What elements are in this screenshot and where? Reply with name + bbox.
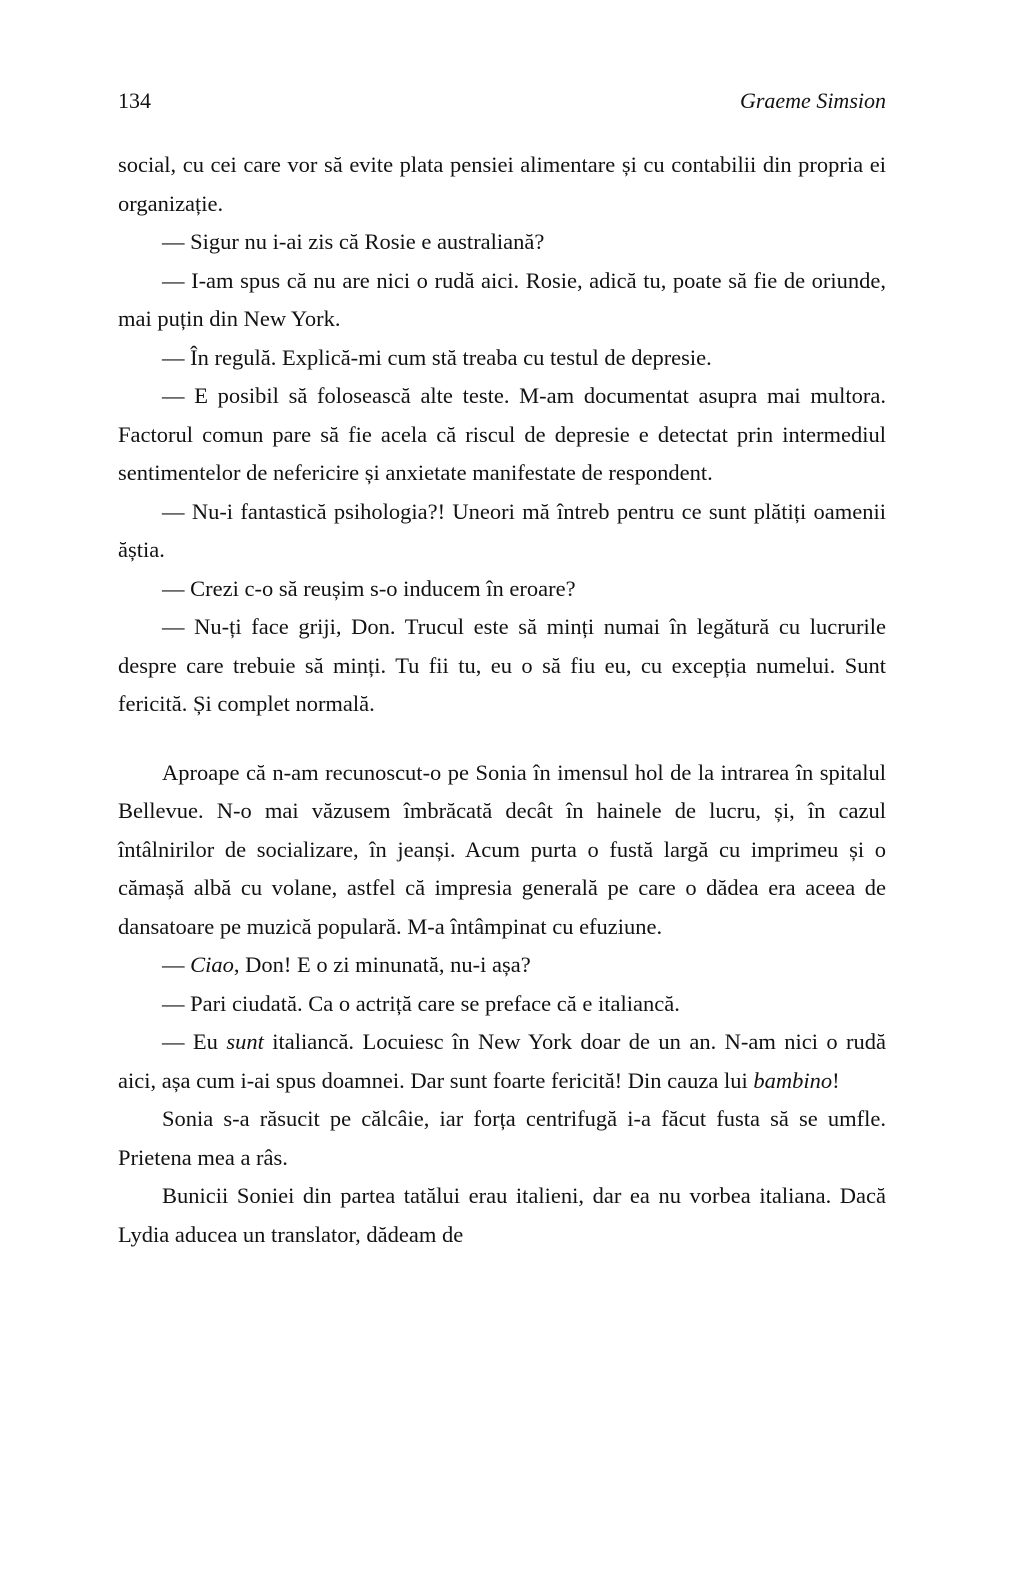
paragraph	[118, 946, 886, 985]
text-run: —	[162, 952, 191, 977]
paragraph	[118, 493, 886, 570]
page-header	[118, 88, 886, 114]
page-number: 134	[118, 88, 151, 113]
paragraph	[118, 570, 886, 609]
italic-text-run: sunt	[226, 1029, 264, 1054]
text-run: — E posibil să folosească alte teste. M-am documentat asupra mai multora. Factorul comun pare să fie acela că riscul de depresie e detectat prin intermediul sentimentelor de nefericire și anxietate manifestate de respondent.	[118, 383, 886, 485]
paragraph	[118, 1177, 886, 1254]
italic-text-run: bambino	[753, 1067, 833, 1093]
paragraph	[118, 339, 886, 378]
text-run: — În regulă. Explică-mi cum stă treaba cu testul de depresie.	[162, 344, 712, 370]
paragraph	[118, 146, 886, 223]
text-run: !	[832, 1067, 840, 1093]
text-run: — I-am spus că nu are nici o rudă aici. Rosie, adică tu, poate să fie de oriunde, mai puțin din New York.	[118, 267, 886, 331]
text-run: italiancă. Locuiesc în New York doar de un an. N-am nici o rudă aici, așa cum i-ai spus doamnei. Dar sunt foarte fericită! Din cauza lui	[118, 1029, 887, 1093]
paragraph	[118, 1023, 886, 1100]
paragraph	[118, 985, 886, 1024]
paragraph	[118, 262, 886, 339]
italic-text-run: Ciao	[190, 952, 234, 977]
text-run: Sonia s-a răsucit pe călcâie, iar forța centrifugă i-a făcut fusta să se umfle. Prietena mea a râs.	[118, 1106, 886, 1170]
page-body	[118, 146, 886, 1254]
paragraph	[118, 754, 886, 947]
text-run: Aproape că n-am recunoscut-o pe Sonia în imensul hol de la intrarea în spitalul Bellevue. N-o mai văzusem îmbrăcată decât în hainele de lucru, și, în cazul întâlnirilor de socializare, în jeanși. Acum purta o fustă largă cu imprimeu și o cămașă albă cu volane, astfel că impresia generală pe care o dădea era aceea de dansatoare pe muzică populară. M-a întâmpinat cu efuziune.	[118, 759, 886, 939]
text-run: — Nu-ți face griji, Don. Trucul este să minți numai în legătură cu lucrurile despre care trebuie să minți. Tu fii tu, eu o să fiu eu, cu excepția numelui. Sunt fericită. Și complet normală.	[118, 614, 886, 716]
text-run: — Pari ciudată. Ca o actriță care se preface că e italiancă.	[162, 990, 680, 1016]
text-run: , Don! E o zi minunată, nu-i așa?	[233, 952, 531, 977]
paragraph	[118, 1100, 886, 1177]
text-run: — Sigur nu i-ai zis că Rosie e australiană?	[162, 229, 545, 254]
paragraph	[118, 377, 886, 493]
text-run: — Eu	[162, 1029, 227, 1054]
text-run: — Nu-i fantastică psihologia?! Uneori mă întreb pentru ce sunt plătiți oamenii ăștia.	[118, 498, 886, 562]
text-run: — Crezi c-o să reușim s-o inducem în eroare?	[162, 575, 576, 601]
text-run: Bunicii Soniei din partea tatălui erau italieni, dar ea nu vorbea italiana. Dacă Lydia aducea un translator, dădeam de	[118, 1183, 886, 1247]
text-run: social, cu cei care vor să evite plata pensiei alimentare și cu contabilii din propria ei organizație.	[118, 152, 886, 216]
paragraph	[118, 608, 886, 724]
author-name: Graeme Simsion	[739, 88, 886, 113]
paragraph	[118, 223, 886, 262]
